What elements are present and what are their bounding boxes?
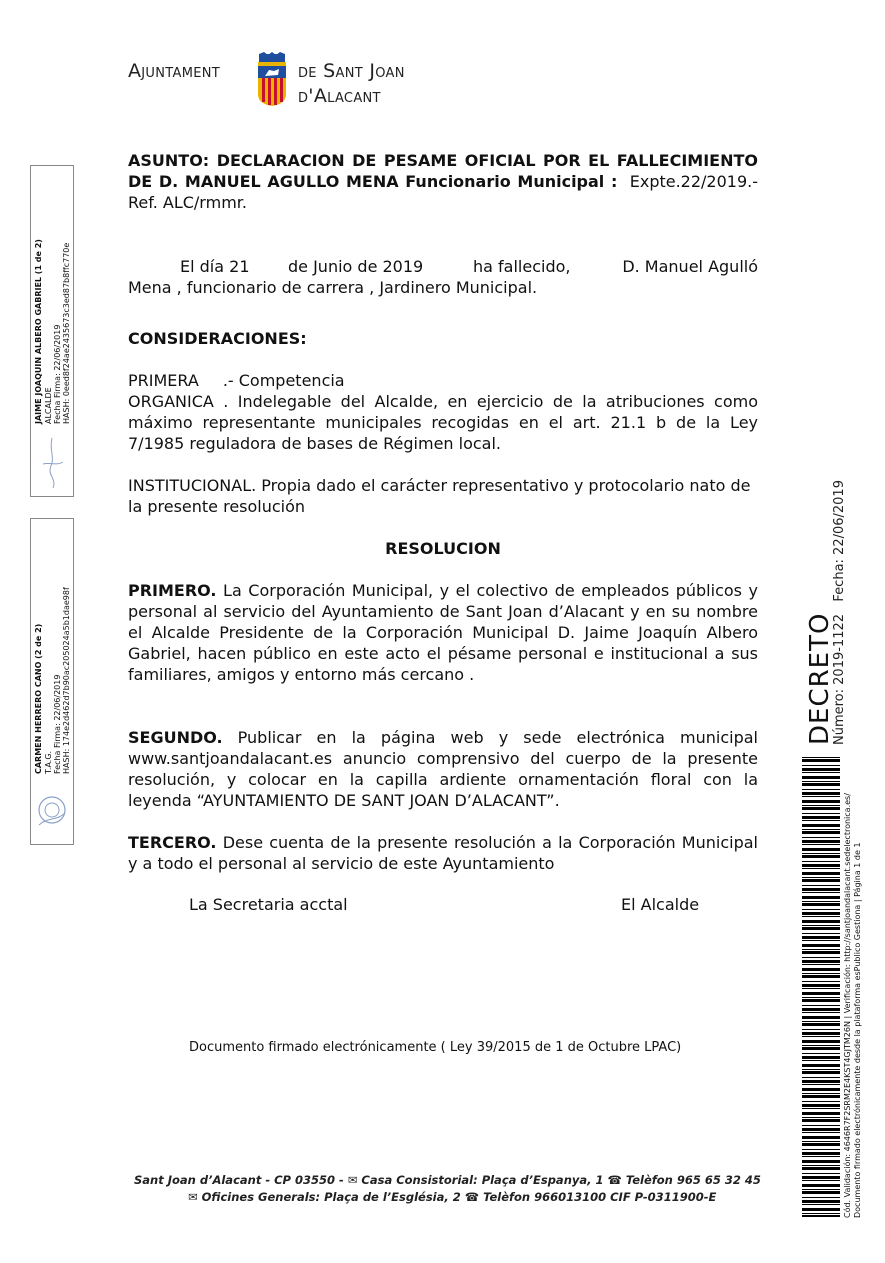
stamp1-name: JAIME JOAQUIN ALBERO GABRIEL (1 de 2) [34, 239, 43, 424]
tercero-text: Dese cuenta de la presente resolución a la Corporación Municipal y a todo el personal al servicio de este Ayuntamiento [128, 833, 758, 873]
intro-part4: D. Manuel Agulló [622, 257, 758, 276]
validation-text [843, 793, 863, 1218]
coat-of-arms-icon [256, 52, 288, 106]
asunto-ref: Expte.22/2019.-Ref. ALC/rmmr. [128, 172, 758, 212]
stamp2-hash: HASH: 174e2d462d7b90ac205024a5b1dae98f [62, 587, 71, 774]
resolucion-heading: RESOLUCION [385, 539, 501, 558]
segundo-paragraph [128, 727, 758, 811]
intro-part1: El día 21 [180, 257, 250, 276]
primera-label: PRIMERA [128, 371, 199, 390]
consideraciones-heading: CONSIDERACIONES: [128, 329, 307, 348]
stamp2-date: Fecha Firma: 22/06/2019 [53, 674, 62, 774]
validation-line2: Documento firmado electrónicamente desde la plataforma esPublico Gestiona | Página 1 de 1 [853, 842, 862, 1218]
logo-right-line1: de Sant Joan [298, 60, 405, 82]
signature-right: El Alcalde [621, 895, 700, 914]
segundo-text: Publicar en la página web y sede electrónica municipal www.santjoandalacant.es anuncio comprensivo del cuerpo de la presente resolución, y colocar en la capilla ardiente ornamentación floral con la leyenda “AYUNTAMIENTO DE SANT JOAN D’ALACANT”. [128, 728, 758, 810]
tercero-label: TERCERO. [128, 833, 217, 852]
intro-part2: de Junio de 2019 [288, 257, 424, 276]
signature-left: La Secretaria acctal [189, 895, 348, 914]
intro-part3: ha fallecido, [473, 257, 571, 276]
decreto-title: DECRETO [805, 612, 835, 745]
stamp1-hash: HASH: 0eed8f24ae2435673c3ed87b8ffc770e [62, 242, 71, 424]
intro-line2: Mena , funcionario de carrera , Jardinero Municipal. [128, 278, 538, 297]
stamp2-role: T.A.G. [44, 750, 53, 774]
decreto-numero: Número: 2019-1122 [832, 613, 847, 745]
tercero-paragraph [128, 832, 758, 874]
organica-paragraph: ORGANICA . Indelegable del Alcalde, en ejercicio de la atribuciones como máximo representante municipales recogidas en el art. 21.1 b de la Ley 7/1985 reguladora de bases de Régimen local. [128, 392, 758, 453]
stamp1-date: Fecha Firma: 22/06/2019 [53, 324, 62, 424]
handwritten-signature-1-icon [39, 436, 65, 490]
asunto-title: ASUNTO: DECLARACION DE PESAME OFICIAL POR EL FALLECIMIENTO DE D. MANUEL AGULLO MENA Funcionario Municipal : [128, 151, 758, 191]
primero-text: La Corporación Municipal, y el colectivo de empleados públicos y personal al servicio del Ayuntamiento de Sant Joan d’Alacant y en su nombre el Alcalde Presidente de la Corporación Municipal D. Jaime Joaquín Albero Gabriel, hacen público en este acto el pésame personal e institucional a sus familiares, amigos y entorno más cercano . [128, 581, 758, 684]
stamp1-role: ALCALDE [44, 387, 53, 424]
segundo-label: SEGUNDO. [128, 728, 223, 747]
signature-stamp-1 [30, 165, 74, 497]
validation-line1: Cód. Validación: 4646R7F2SRM2E4KST4GJTM26N | Verificación: http://santjoandalacant.sedelectronica.es/ [843, 793, 852, 1218]
primero-paragraph [128, 580, 758, 685]
primera-line [128, 370, 758, 391]
official-seal-icon [35, 787, 69, 833]
barcode-icon [802, 757, 840, 1217]
primera-title: .- Competencia [222, 371, 345, 390]
decreto-fecha: Fecha: 22/06/2019 [832, 480, 847, 602]
institucional-paragraph: INSTITUCIONAL. Propia dado el carácter representativo y protocolario nato de la presente resolución [128, 476, 751, 516]
stamp2-name: CARMEN HERRERO CANO (2 de 2) [34, 623, 43, 774]
signature-stamp-2 [30, 518, 74, 845]
footer-line2: ✉ Oficines Generals: Plaça de l’Església, 2 ☎ Telèfon 966013100 CIF P-0311900-E [188, 1190, 717, 1204]
footer-line1: Sant Joan d’Alacant - CP 03550 - ✉ Casa Consistorial: Plaça d’Espanya, 1 ☎ Telèfon 965 65 32 45 [134, 1173, 761, 1187]
logo-right-line2: d'Alacant [298, 85, 381, 107]
asunto-block [128, 150, 758, 213]
logo-left-text: Ajuntament [128, 60, 220, 82]
primero-label: PRIMERO. [128, 581, 217, 600]
firmado-note: Documento firmado electrónicamente ( Ley 39/2015 de 1 de Octubre LPAC) [189, 1040, 682, 1055]
decreto-meta [832, 480, 847, 745]
